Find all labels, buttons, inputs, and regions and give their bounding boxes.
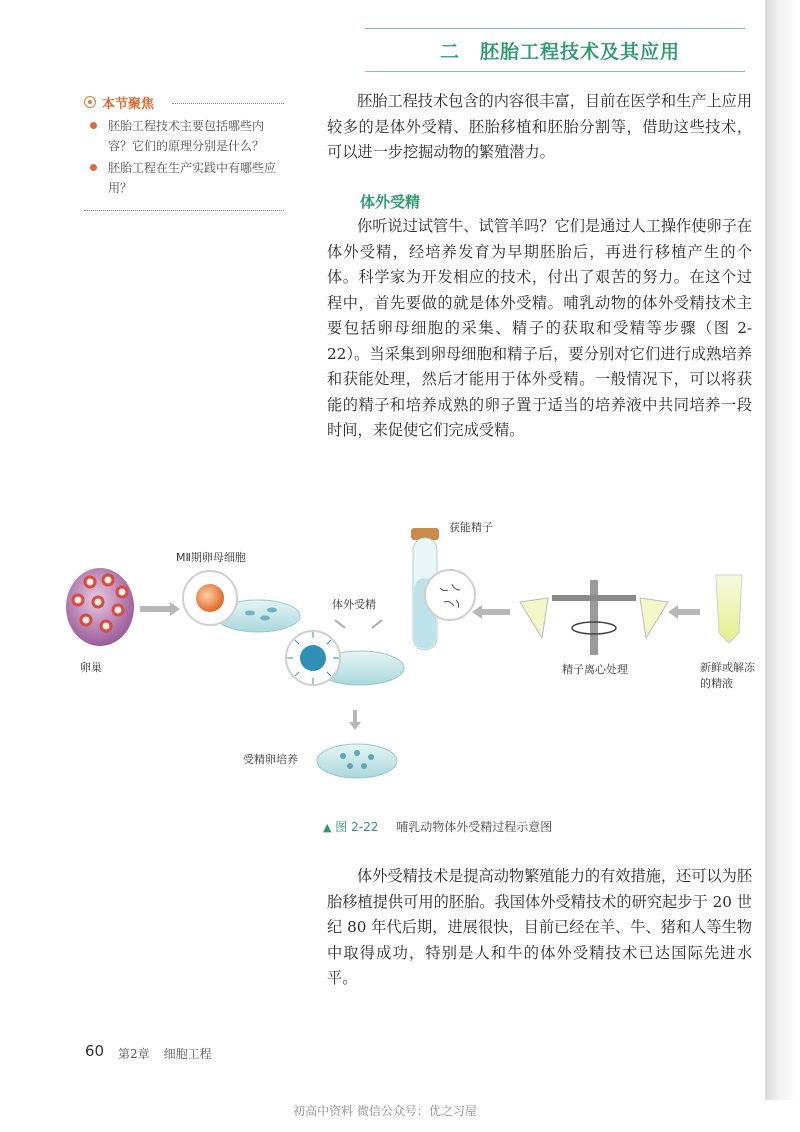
ivf-diagram — [0, 510, 765, 810]
bullet-icon — [90, 164, 97, 171]
subsection-title: 体外受精 — [360, 193, 421, 211]
page-number: 60 — [85, 1042, 105, 1060]
figure-number: 图 2-22 — [335, 820, 379, 834]
label-centrifuge: 精子离心处理 — [562, 663, 628, 676]
focus-divider — [172, 103, 284, 104]
label-ovary: 卵巢 — [80, 661, 102, 674]
label-capacitated-sperm: 获能精子 — [449, 521, 493, 534]
focus-title: 本节聚焦 — [102, 97, 155, 112]
ivf-diagram-illustration — [0, 510, 765, 810]
label-ivf: 体外受精 — [332, 598, 376, 611]
bullet-icon — [90, 122, 97, 129]
label-semen: 新鲜或解冻的精液 — [700, 661, 755, 690]
focus-dot-icon — [84, 96, 96, 108]
chapter-label: 第2章 — [118, 1047, 150, 1061]
chapter-footer — [118, 1045, 212, 1062]
focus-header — [84, 92, 284, 114]
ovary-illustration — [66, 568, 134, 646]
focus-question-text: 胚胎工程技术主要包括哪些内容？它们的原理分别是什么？ — [108, 119, 265, 153]
sperm-tube-illustration — [411, 528, 475, 650]
centrifuge-illustration — [520, 580, 668, 655]
page-edge-shadow — [765, 0, 800, 1100]
section-focus-box — [84, 92, 284, 198]
body-paragraph: 体外受精技术是提高动物繁殖能力的有效措施，还可以为胚胎移植提供可用的胚胎。我国体外受精技术的研究起步于 20 世纪 80 年代后期，进展很快，目前已经在羊、牛、猪和人等生物中取得成功，特别是人和牛的体外受精技术已达国际先进水平。 — [327, 867, 752, 987]
figure-caption — [323, 818, 552, 835]
intro-paragraph: 胚胎工程技术包含的内容很丰富，目前在医学和生产上应用较多的是体外受精、胚胎移植和胚胎分割等，借助这些技术，可以进一步挖掘动物的繁殖潜力。 — [327, 92, 752, 161]
section-title: 二 胚胎工程技术及其应用 — [440, 41, 681, 63]
label-oocyte: MⅡ期卵母细胞 — [176, 551, 246, 564]
label-culture: 受精卵培养 — [243, 753, 298, 766]
focus-question — [84, 116, 284, 156]
chapter-title: 细胞工程 — [163, 1047, 212, 1061]
focus-divider — [84, 210, 284, 211]
body-paragraph: 你听说过试管牛、试管羊吗？它们是通过人工操作使卵子在体外受精，经培养发育为早期胚胎后，再进行移植产生的个体。科学家为开发相应的技术，付出了艰苦的努力。在这个过程中，首先要做的就是体外受精。哺乳动物的体外受精技术主要包括卵母细胞的采集、精子的获取和受精等步骤（图 2-22）。当采集到卵母细胞和精子后，要分别对它们进行成熟培养和获能处理，然后才能用于体外受精。一般情况下，可以将获能的精子和培养成熟的卵子置于适当的培养液中共同培养一段时间，来促使它们完成受精。 — [327, 217, 752, 439]
semen-tube-illustration — [716, 575, 742, 643]
focus-question — [84, 158, 284, 198]
section-header — [365, 28, 745, 72]
fertilization-dish-illustration — [286, 620, 404, 685]
focus-question-text: 胚胎工程在生产实践中有哪些应用？ — [108, 161, 277, 195]
watermark: 初高中资料 微信公众号：优之习屋 — [293, 1104, 477, 1118]
culture-dish-illustration — [317, 744, 397, 778]
triangle-icon: ▲ — [323, 821, 332, 834]
oocyte-dish-illustration — [183, 571, 300, 632]
figure-caption-text: 哺乳动物体外受精过程示意图 — [396, 820, 553, 834]
